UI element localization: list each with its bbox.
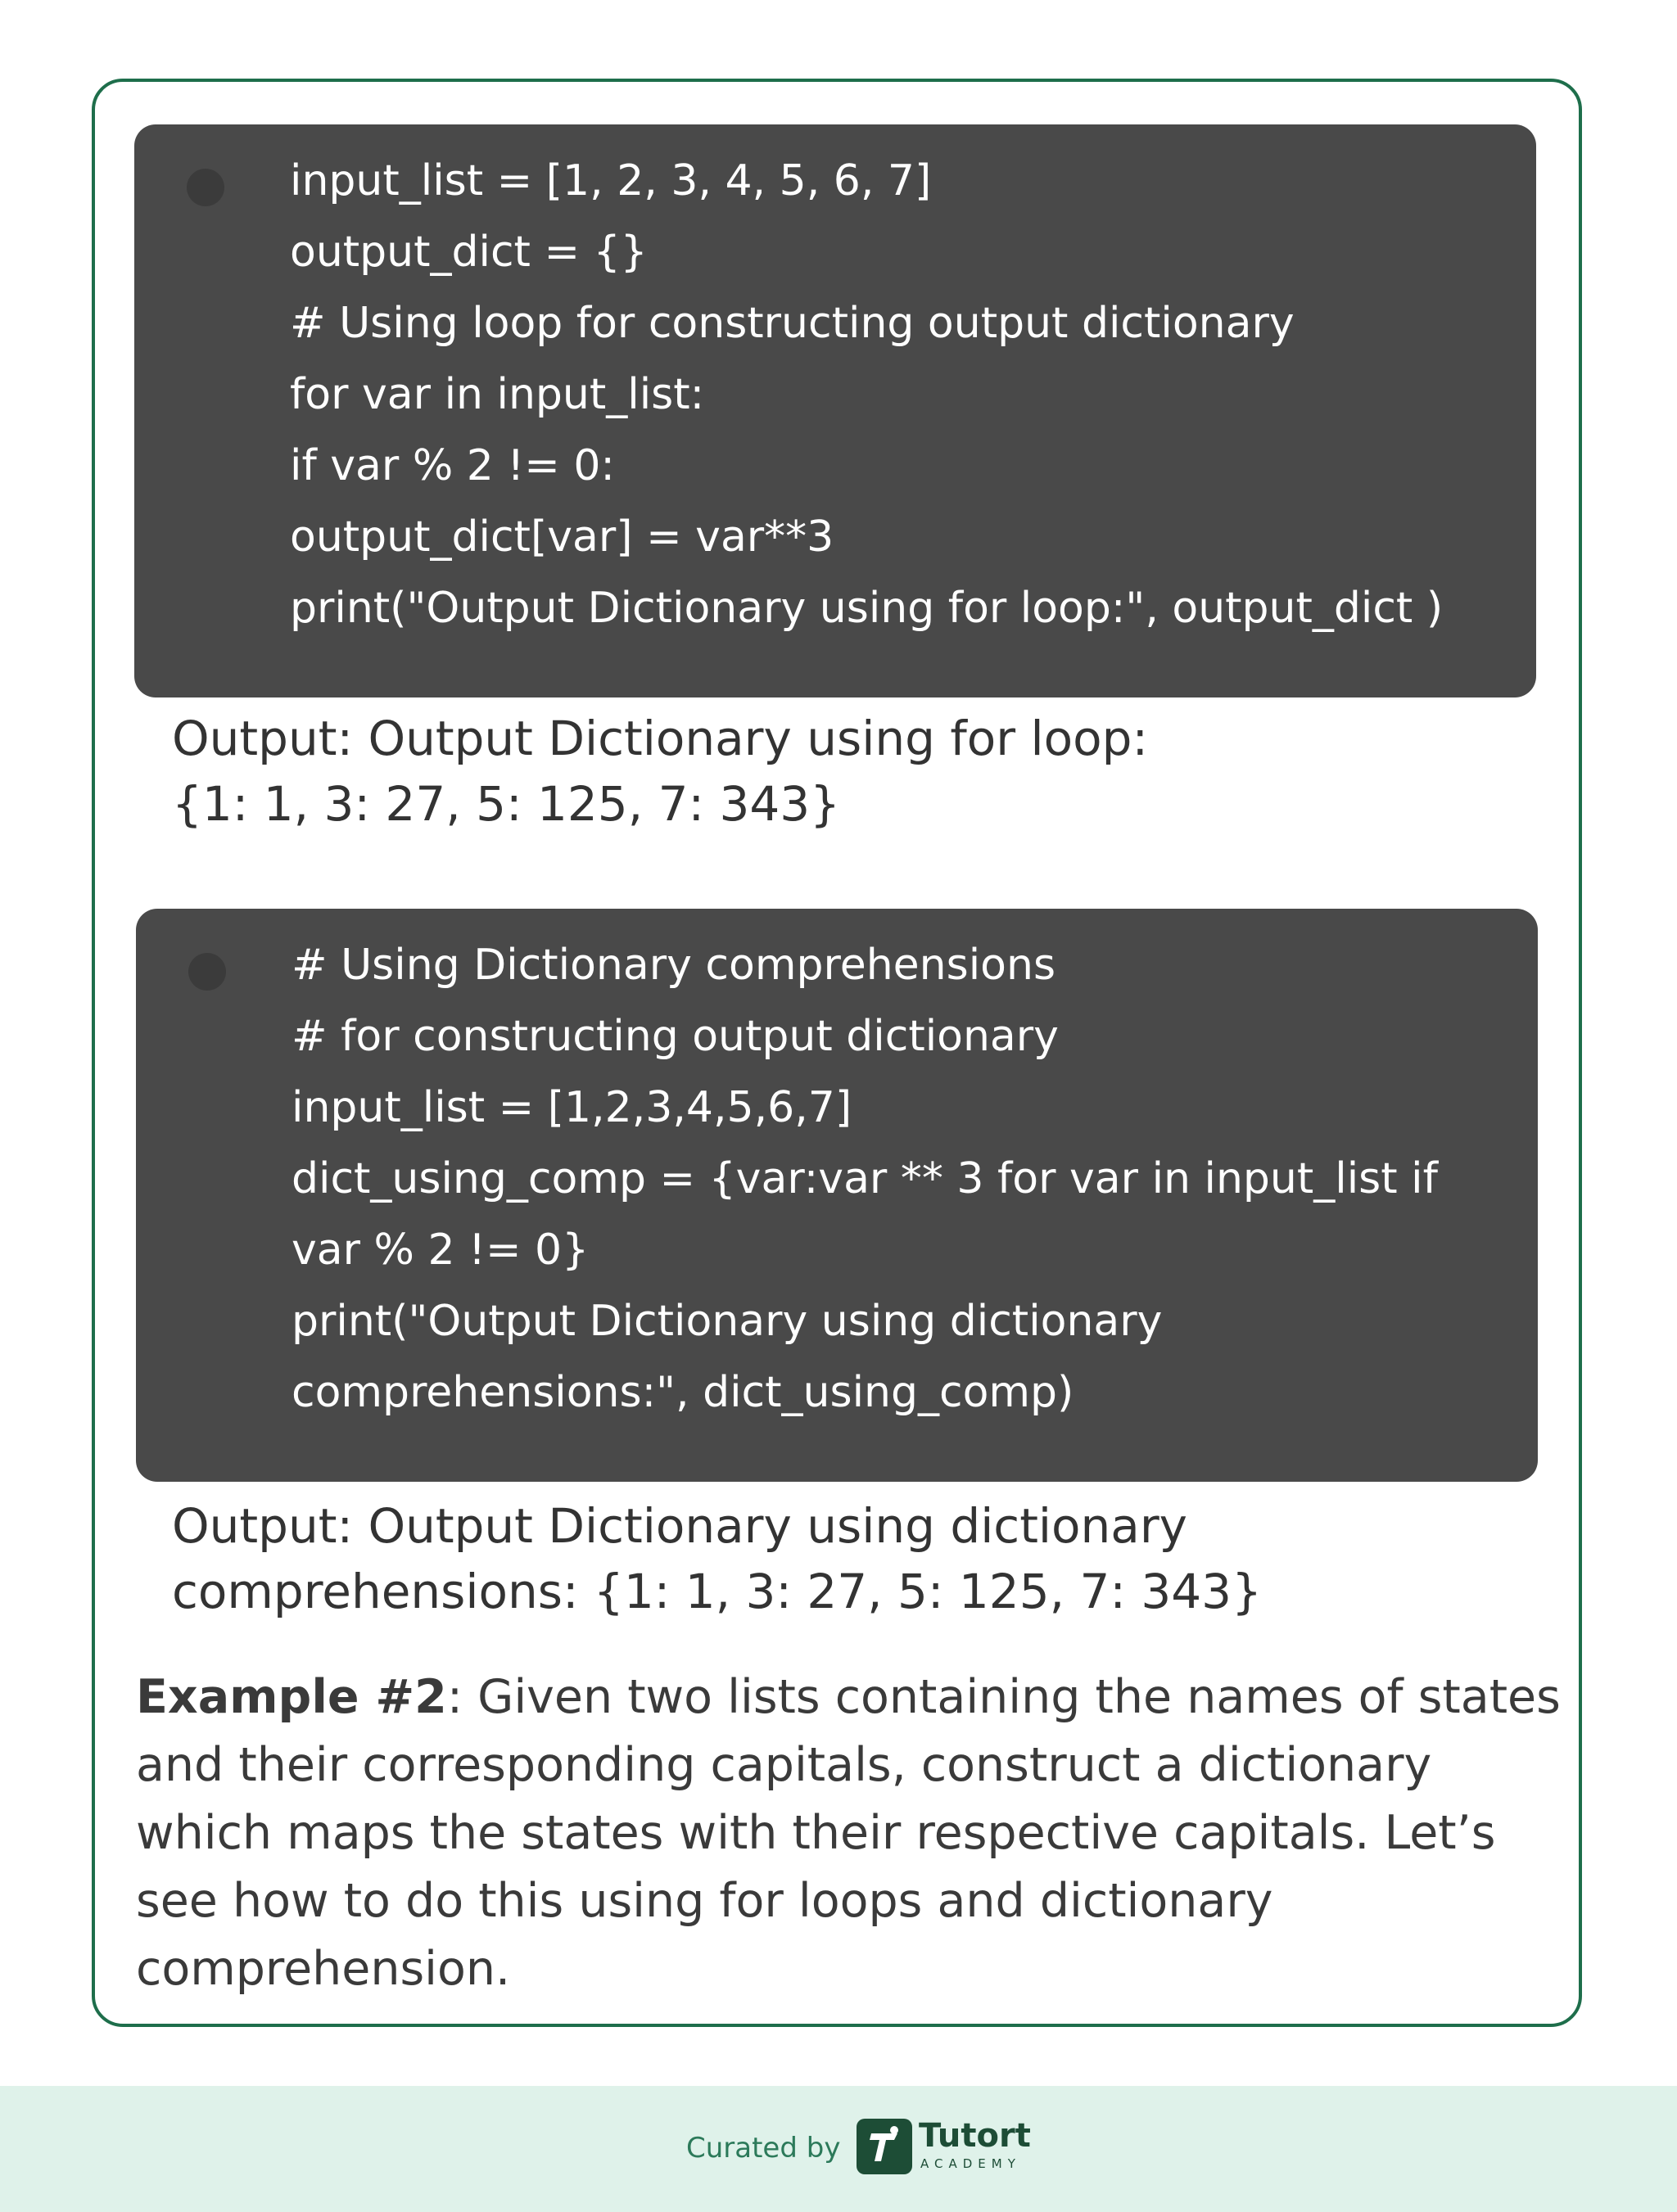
output-line: comprehensions: {1: 1, 3: 27, 5: 125, 7: 343} [172,1564,1262,1619]
code-line: var % 2 != 0} [292,1226,590,1275]
example-paragraph [136,1664,1561,2003]
code-line: comprehensions:", dict_using_comp) [292,1368,1074,1417]
code-block-dot-icon [188,953,226,991]
code-line: # for constructing output dictionary [292,1012,1059,1061]
code-line: dict_using_comp = {var:var ** 3 for var in input_list if [292,1154,1438,1203]
code-line: input_list = [1, 2, 3, 4, 5, 6, 7] [290,156,932,205]
brand-name: Tutort [919,2117,1031,2155]
code-lines [290,146,1487,644]
output-line: Output: Output Dictionary using dictionary [172,1498,1188,1554]
code-lines [292,930,1489,1429]
brand-sub: ACADEMY [920,2156,1021,2171]
example-label: Example #2 [136,1670,447,1724]
code-line: # Using loop for constructing output dictionary [290,299,1295,348]
code-block-loop [134,124,1536,697]
code-line: output_dict[var] = var**3 [290,512,834,562]
code-line: print("Output Dictionary using for loop:", output_dict ) [290,584,1444,633]
output-line: {1: 1, 3: 27, 5: 125, 7: 343} [172,776,841,832]
output-line: Output: Output Dictionary using for loop: [172,711,1149,766]
example-text: : Given two lists containing the names of states and their corresponding capitals, construct a dictionary which maps the states with their respective capitals. Let’s see how to do this using for loops and dictionary comprehension. [136,1670,1561,1996]
code-line: input_list = [1,2,3,4,5,6,7] [292,1083,852,1132]
curated-by-label: Curated by [686,2132,841,2165]
code-line: output_dict = {} [290,228,648,277]
code-line: for var in input_list: [290,370,705,419]
code-block-dot-icon [187,169,224,206]
code-line: # Using Dictionary comprehensions [292,941,1056,990]
output-loop [172,706,1531,837]
code-block-comprehension [136,909,1538,1482]
code-line: if var % 2 != 0: [290,441,615,490]
output-comprehension [172,1493,1531,1624]
code-line: print("Output Dictionary using dictionary [292,1297,1163,1346]
tutort-logo-icon [857,2119,912,2174]
footer [0,2086,1677,2212]
